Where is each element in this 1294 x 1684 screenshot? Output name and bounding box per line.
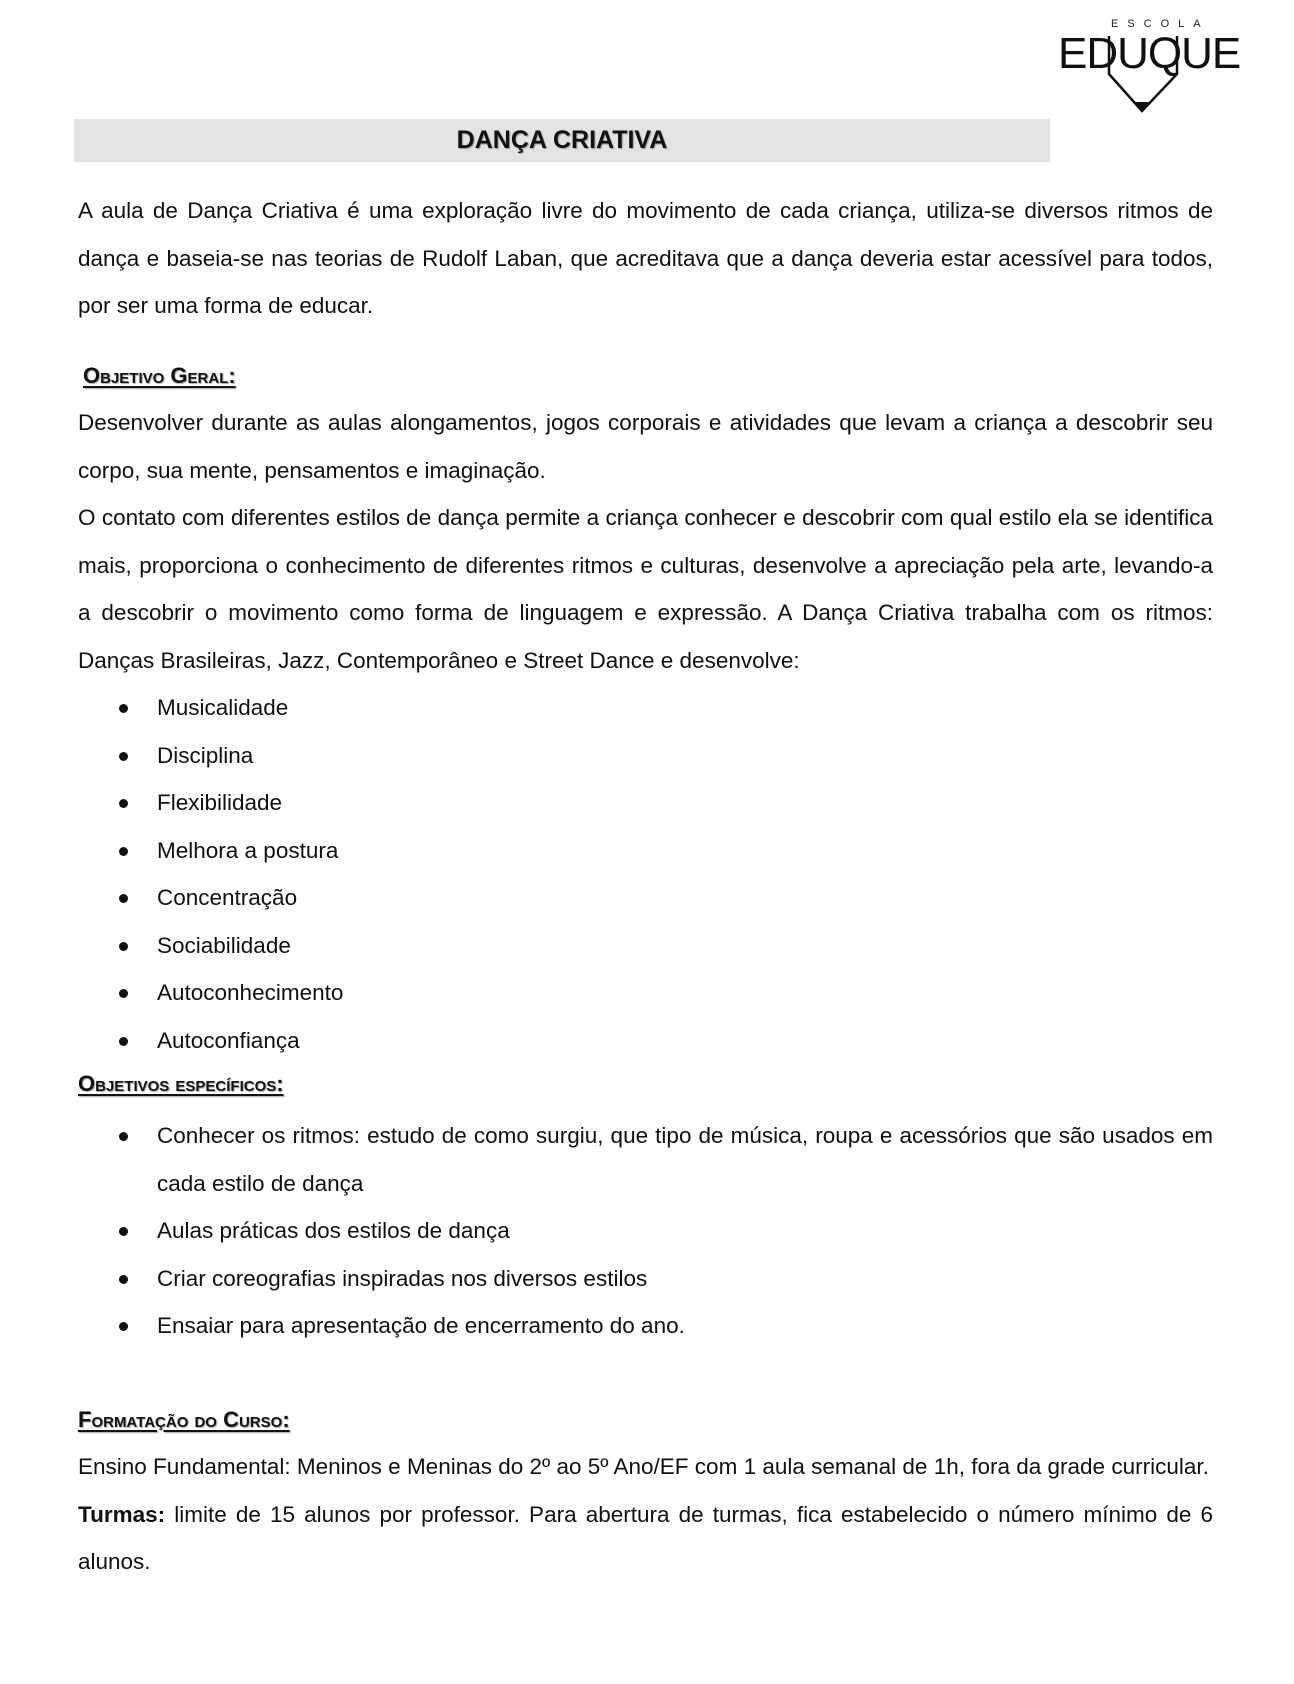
- title-bar: [74, 119, 1050, 162]
- turmas-label: Turmas:: [78, 1501, 166, 1527]
- list-item: Aulas práticas dos estilos de dança: [78, 1207, 1213, 1255]
- list-item: Melhora a postura: [78, 827, 1213, 875]
- list-item: Ensaiar para apresentação de encerramento do ano.: [78, 1302, 1213, 1350]
- page-title: DANÇA CRIATIVA: [456, 126, 668, 154]
- objetivo-geral-list: [78, 684, 1213, 1064]
- school-logo: [1055, 16, 1241, 116]
- document-body: [78, 187, 1213, 1586]
- list-item: Autoconfiança: [78, 1017, 1213, 1065]
- turmas-text: limite de 15 alunos por professor. Para abertura de turmas, fica estabelecido o número mínimo de 6 alunos.: [78, 1501, 1213, 1574]
- formatacao-heading: Formatação do Curso:: [78, 1406, 290, 1432]
- logo-pencil-icon: [1055, 16, 1225, 116]
- intro-paragraph: A aula de Dança Criativa é uma exploração livre do movimento de cada criança, utiliza-se diversos ritmos de dança e baseia-se nas teorias de Rudolf Laban, que acreditava que a dança deveria estar acessível para todos, por ser uma forma de educar.: [78, 198, 1213, 318]
- logo-escola-text: ESCOLA: [1111, 18, 1210, 30]
- logo-eduque-text: EDUQUE: [1058, 29, 1241, 78]
- objetivo-geral-paragraph-2: O contato com diferentes estilos de dança permite a criança conhecer e descobrir com qual estilo ela se identifica mais, proporciona o conhecimento de diferentes ritmos e culturas, desenvolve a apreciação pela arte, levando-a a descobrir o movimento como forma de linguagem e expressão. A Dança Criativa trabalha com os ritmos: Danças Brasileiras, Jazz, Contemporâneo e Street Dance e desenvolve:: [78, 505, 1213, 673]
- list-item: Concentração: [78, 874, 1213, 922]
- formatacao-paragraph: Ensino Fundamental: Meninos e Meninas do 2º ao 5º Ano/EF com 1 aula semanal de 1h, fora da grade curricular.: [78, 1454, 1209, 1479]
- list-item: Autoconhecimento: [78, 969, 1213, 1017]
- list-item: Criar coreografias inspiradas nos diversos estilos: [78, 1255, 1213, 1303]
- objetivos-especificos-heading: Objetivos específicos:: [78, 1071, 284, 1096]
- objetivos-especificos-list: [78, 1112, 1213, 1350]
- objetivo-geral-paragraph-1: Desenvolver durante as aulas alongamentos, jogos corporais e atividades que levam a criança a descobrir seu corpo, sua mente, pensamentos e imaginação.: [78, 410, 1213, 483]
- objetivo-geral-heading: Objetivo Geral:: [83, 362, 236, 388]
- list-item: Sociabilidade: [78, 922, 1213, 970]
- list-item: Musicalidade: [78, 684, 1213, 732]
- list-item: Flexibilidade: [78, 779, 1213, 827]
- list-item: Conhecer os ritmos: estudo de como surgiu, que tipo de música, roupa e acessórios que são usados em cada estilo de dança: [78, 1112, 1213, 1207]
- list-item: Disciplina: [78, 732, 1213, 780]
- turmas-paragraph: [78, 1491, 1213, 1586]
